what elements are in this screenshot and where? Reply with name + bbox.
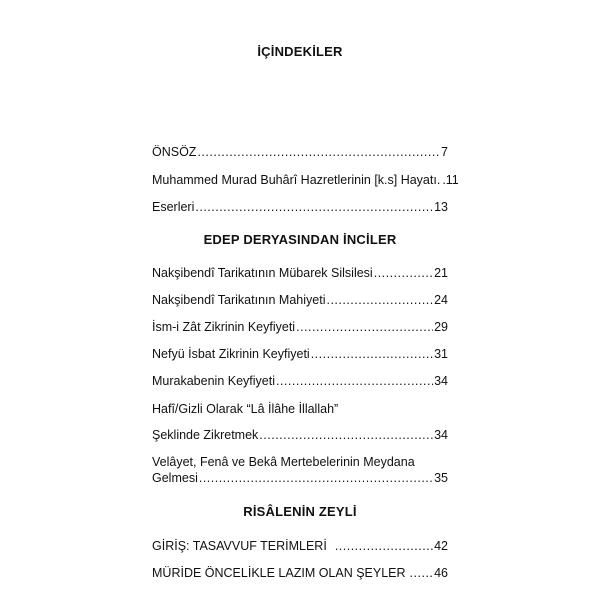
entry-title: ÖNSÖZ	[152, 145, 197, 159]
toc-main-heading: İÇİNDEKİLER	[257, 44, 343, 59]
dot-leader	[259, 428, 433, 443]
entry-title: Şeklinde Zikretmek	[152, 428, 259, 442]
entry-title: Nakşibendî Tarikatının Mübarek Silsilesi	[152, 266, 373, 280]
dot-leader	[195, 200, 433, 215]
entry-page: 34	[434, 428, 448, 442]
entry-page: 21	[434, 266, 448, 280]
dot-leader	[410, 566, 434, 581]
toc-entry-hafi-line2	[152, 428, 448, 443]
entry-title: Gelmesi	[152, 471, 198, 485]
entry-title: MÜRİDE ÖNCELİKLE LAZIM OLAN ŞEYLER	[152, 566, 406, 580]
entry-page: 42	[434, 539, 448, 553]
toc-section-heading-edep: EDEP DERYASINDAN İNCİLER	[203, 232, 397, 247]
entry-title: GİRİŞ: TASAVVUF TERİMLERİ	[152, 539, 327, 553]
dot-leader	[335, 539, 433, 554]
toc-entry-eserleri	[152, 200, 448, 215]
dot-leader	[296, 320, 433, 335]
entry-page: 46	[434, 566, 448, 580]
dot-leader	[311, 347, 433, 362]
toc-entry-velayet-line1: Velâyet, Fenâ ve Bekâ Mertebelerinin Meydana	[152, 455, 415, 469]
entry-title: Eserleri	[152, 200, 195, 214]
toc-entry-hafi-line1: Hafî/Gizli Olarak “Lâ İlâhe İllallah”	[152, 402, 339, 416]
dot-leader	[276, 374, 433, 389]
dot-leader	[326, 293, 433, 308]
toc-entry-silsile	[152, 266, 448, 281]
entry-title: Nakşibendî Tarikatının Mahiyeti	[152, 293, 326, 307]
toc-entry-nefyu-isbat	[152, 347, 448, 362]
entry-page: 24	[434, 293, 448, 307]
entry-page: .11	[442, 173, 459, 187]
toc-section-heading-zeyl: RİSÂLENİN ZEYLİ	[243, 504, 357, 519]
entry-page: 34	[434, 374, 448, 388]
toc-entry-onsoz	[152, 145, 448, 160]
toc-entry-muride	[152, 566, 448, 581]
toc-entry-giris	[152, 539, 448, 554]
entry-page: 29	[434, 320, 448, 334]
entry-title: İsm-i Zât Zikrinin Keyfiyeti	[152, 320, 296, 334]
entry-title: Nefyü İsbat Zikrinin Keyfiyeti	[152, 347, 310, 361]
entry-title: Murakabenin Keyfiyeti	[152, 374, 275, 388]
entry-page: 35	[434, 471, 448, 485]
toc-entry-murakabe	[152, 374, 448, 389]
entry-page: 31	[434, 347, 448, 361]
toc-entry-ism-i-zat	[152, 320, 448, 335]
dot-leader	[199, 471, 433, 486]
toc-entry-hayati	[152, 173, 459, 188]
entry-title: Muhammed Murad Buhârî Hazretlerinin [k.s] Hayatı.	[152, 173, 441, 187]
entry-page: 7	[441, 145, 448, 159]
entry-page: 13	[434, 200, 448, 214]
toc-entry-mahiyet	[152, 293, 448, 308]
dot-leader	[197, 145, 440, 160]
dot-leader	[374, 266, 433, 281]
toc-entry-velayet-line2	[152, 471, 448, 486]
